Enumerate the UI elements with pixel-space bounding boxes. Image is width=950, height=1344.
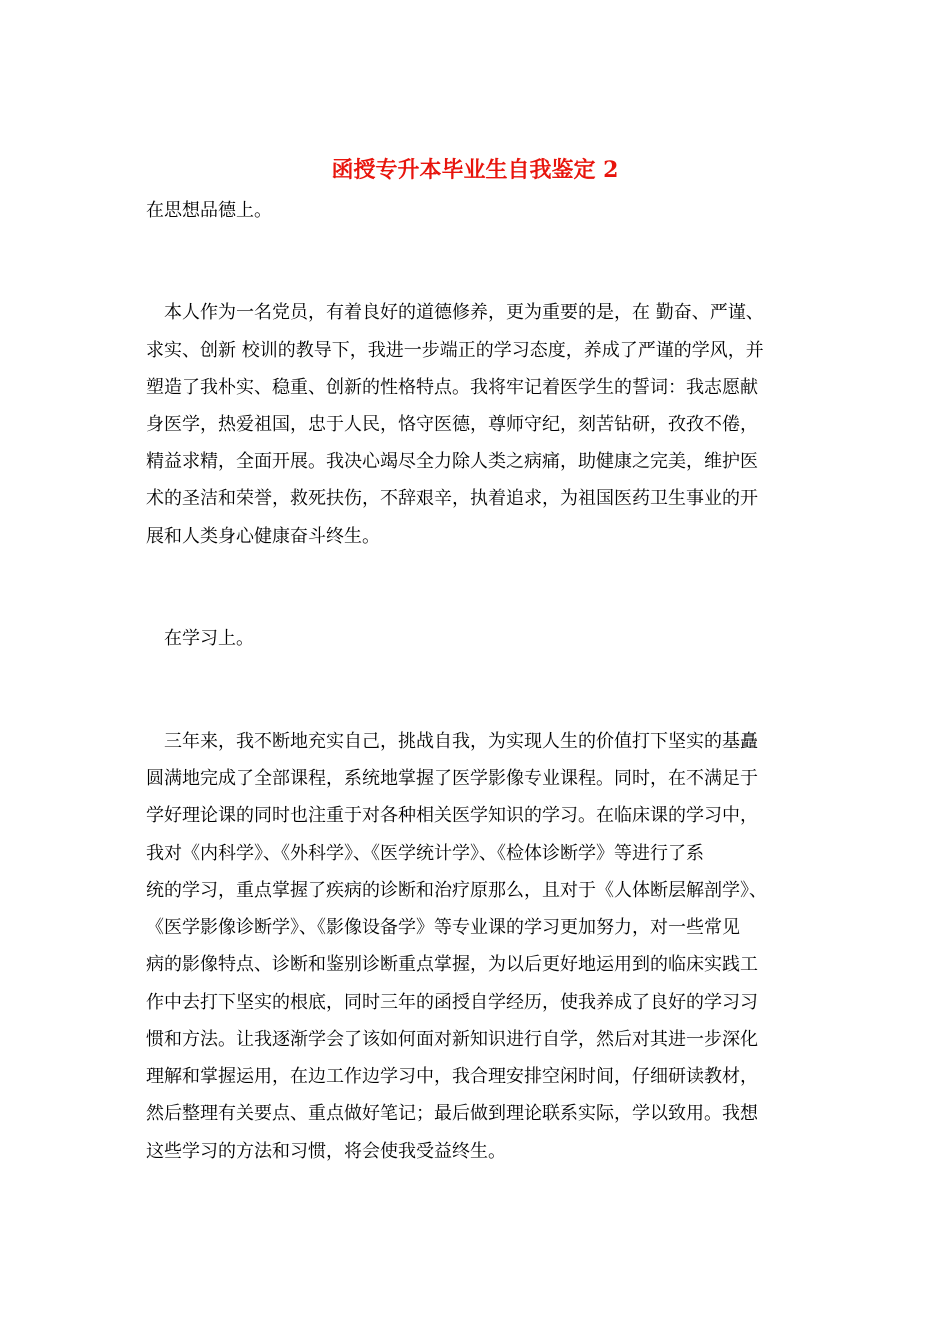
text-line: 统的学习，重点掌握了疾病的诊断和治疗原那么，且对于《人体断层解剖学》、 xyxy=(146,880,767,901)
text-line: 我对《内科学》、《外科学》、《医学统计学》、《检体诊断学》等进行了系 xyxy=(146,843,704,864)
text-line: 这些学习的方法和习惯，将会使我受益终生。 xyxy=(146,1141,506,1162)
text-line: 展和人类身心健康奋斗终生。 xyxy=(146,526,380,547)
text-line: 然后整理有关要点、重点做好笔记；最后做到理论联系实际，学以致用。我想 xyxy=(146,1103,758,1124)
text-line: 作中去打下坚实的根底，同时三年的函授自学经历，使我养成了良好的学习习 xyxy=(146,992,758,1013)
text-line: 身医学，热爱祖国，忠于人民，恪守医德，尊师守纪，刻苦钻研，孜孜不倦， xyxy=(146,414,758,435)
text-line: 惯和方法。让我逐渐学会了该如何面对新知识进行自学，然后对其进一步深化 xyxy=(146,1029,758,1050)
text-line: 在思想品德上。 xyxy=(146,200,272,221)
text-line: 求实、创新 校训的教导下，我进一步端正的学习态度，养成了严谨的学风，并 xyxy=(146,340,764,361)
text-line: 理解和掌握运用，在边工作边学习中，我合理安排空闲时间，仔细研读教材， xyxy=(146,1066,758,1087)
text-line: 塑造了我朴实、稳重、创新的性格特点。我将牢记着医学生的誓词：我志愿献 xyxy=(146,377,758,398)
text-line: 术的圣洁和荣誉，救死扶伤，不辞艰辛，执着追求，为祖国医药卫生事业的开 xyxy=(146,488,758,509)
text-line: 三年来，我不断地充实自己，挑战自我，为实现人生的价值打下坚实的基矗 xyxy=(146,731,758,752)
text-line: 病的影像特点、诊断和鉴别诊断重点掌握，为以后更好地运用到的临床实践工 xyxy=(146,954,758,975)
text-line: 学好理论课的同时也注重于对各种相关医学知识的学习。在临床课的学习中， xyxy=(146,805,758,826)
document-title: 函授专升本毕业生自我鉴定 2 xyxy=(331,157,619,183)
text-line: 《医学影像诊断学》、《影像设备学》等专业课的学习更加努力，对一些常见 xyxy=(146,917,740,938)
text-line: 圆满地完成了全部课程，系统地掌握了医学影像专业课程。同时，在不满足于 xyxy=(146,768,758,789)
text-line: 精益求精，全面开展。我决心竭尽全力除人类之病痛，助健康之完美，维护医 xyxy=(146,451,758,472)
text-line: 本人作为一名党员，有着良好的道德修养，更为重要的是，在 勤奋、严谨、 xyxy=(146,302,764,323)
text-line: 在学习上。 xyxy=(146,628,254,649)
